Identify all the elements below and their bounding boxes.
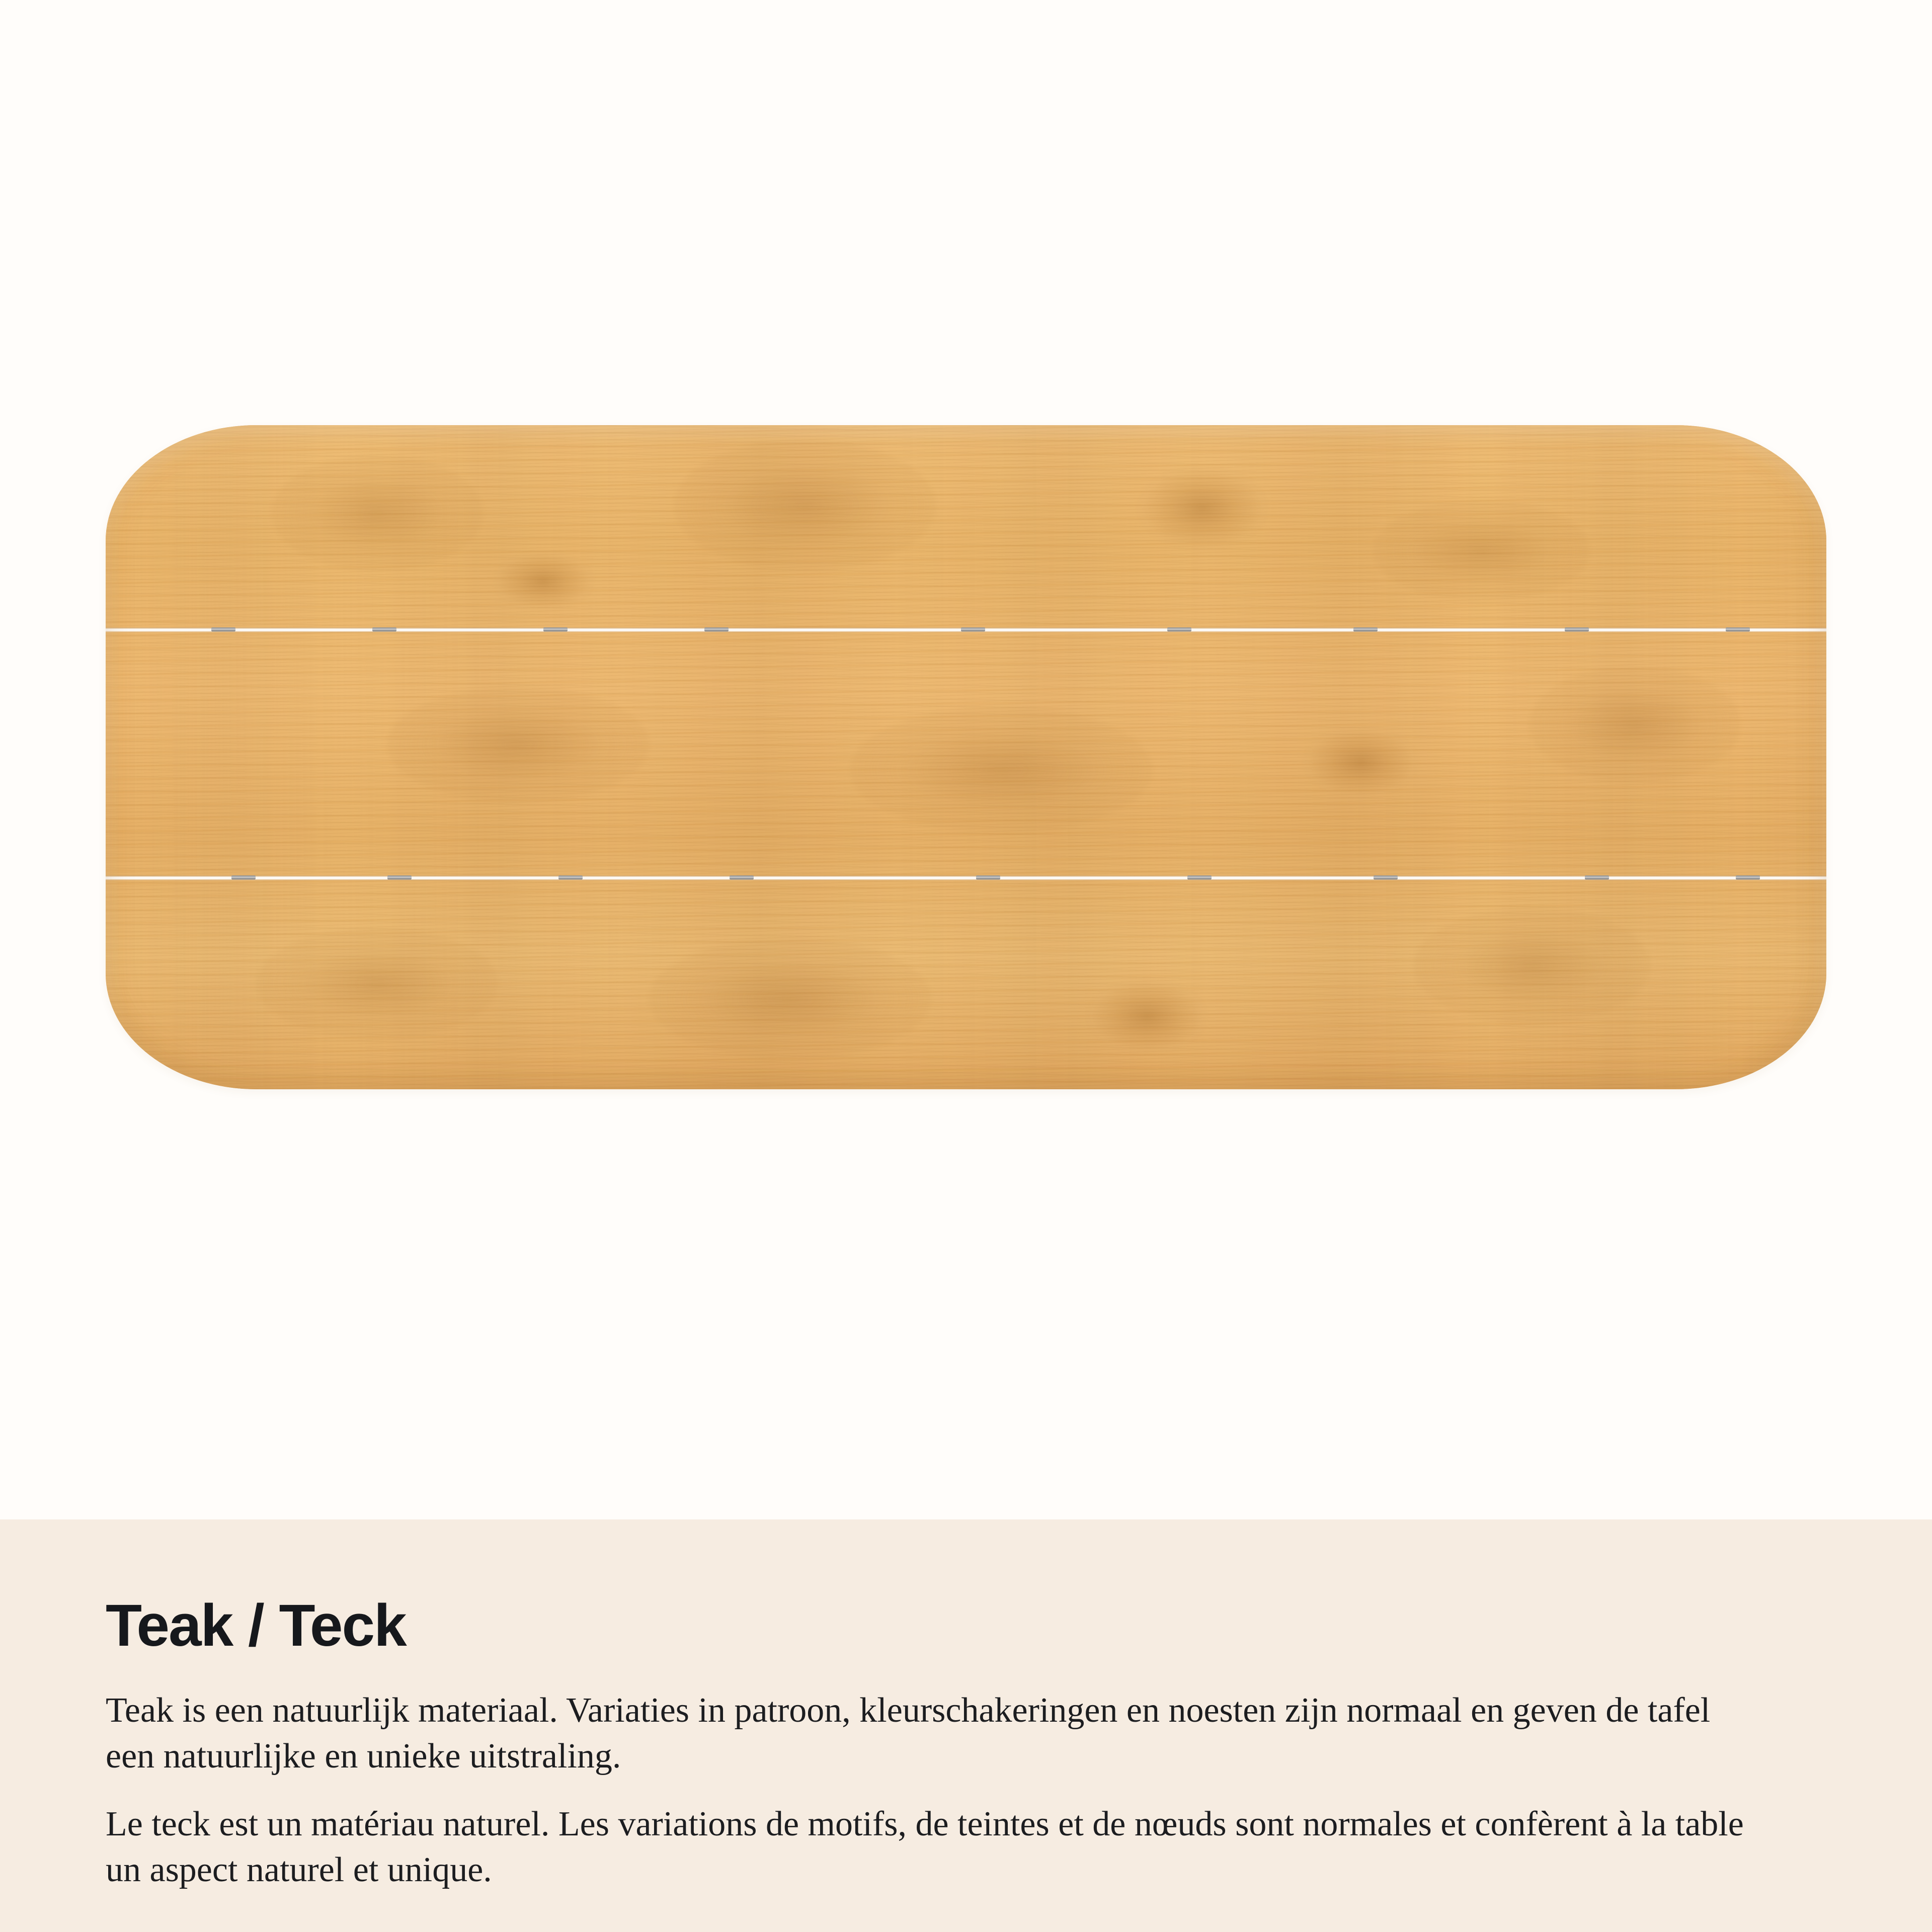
wood-figure-icon [257,928,498,1039]
table-clip-icon [372,627,396,631]
table-clip-icon [387,875,412,879]
table-clip-icon [1353,627,1378,631]
wood-figure-icon [850,707,1152,833]
wood-knot-icon [1303,727,1419,797]
table-clip-icon [558,875,583,879]
table-clip-icon [976,875,1000,879]
wood-knot-icon [493,551,594,611]
wood-figure-icon [1414,908,1650,1024]
table-clip-icon [730,875,754,879]
wood-knot-icon [1087,979,1208,1054]
description-dutch: Teak is een natuurlijk materiaal. Variaties in patroon, kleurschakeringen en noesten zijn normaal en geven de tafel een natuurlijke en unieke uitstraling. [106,1691,1711,1776]
table-clip-icon [1187,875,1212,879]
table-clip-icon [1565,627,1589,631]
description-french: Le teck est un matériau naturel. Les variations de motifs, de teintes et de nœuds sont normales et confèrent à la table un aspect naturel et unique. [106,1804,1744,1889]
wood-figure-icon [649,938,931,1059]
wood-figure-icon [1374,501,1590,601]
wood-figure-icon [272,455,483,571]
table-clip-icon [704,627,729,631]
table-clip-icon [1736,875,1760,879]
wood-figure-icon [387,687,649,802]
wood-knot-icon [1137,465,1268,551]
table-clip-icon [1585,875,1609,879]
wood-figure-icon [1530,667,1741,782]
caption-band [0,1519,1932,1932]
teak-table-top-image [106,425,1826,1089]
table-clip-icon [211,627,235,631]
table-clip-icon [961,627,985,631]
table-clip-icon [543,627,568,631]
table-clip-icon [1374,875,1398,879]
page-title: Teak / Teck [106,1592,406,1659]
board-seam [106,627,1826,632]
wood-figure-icon [674,440,936,571]
board-seam [106,875,1826,880]
table-clip-icon [1726,627,1750,631]
table-clip-icon [231,875,256,879]
table-clip-icon [1167,627,1191,631]
